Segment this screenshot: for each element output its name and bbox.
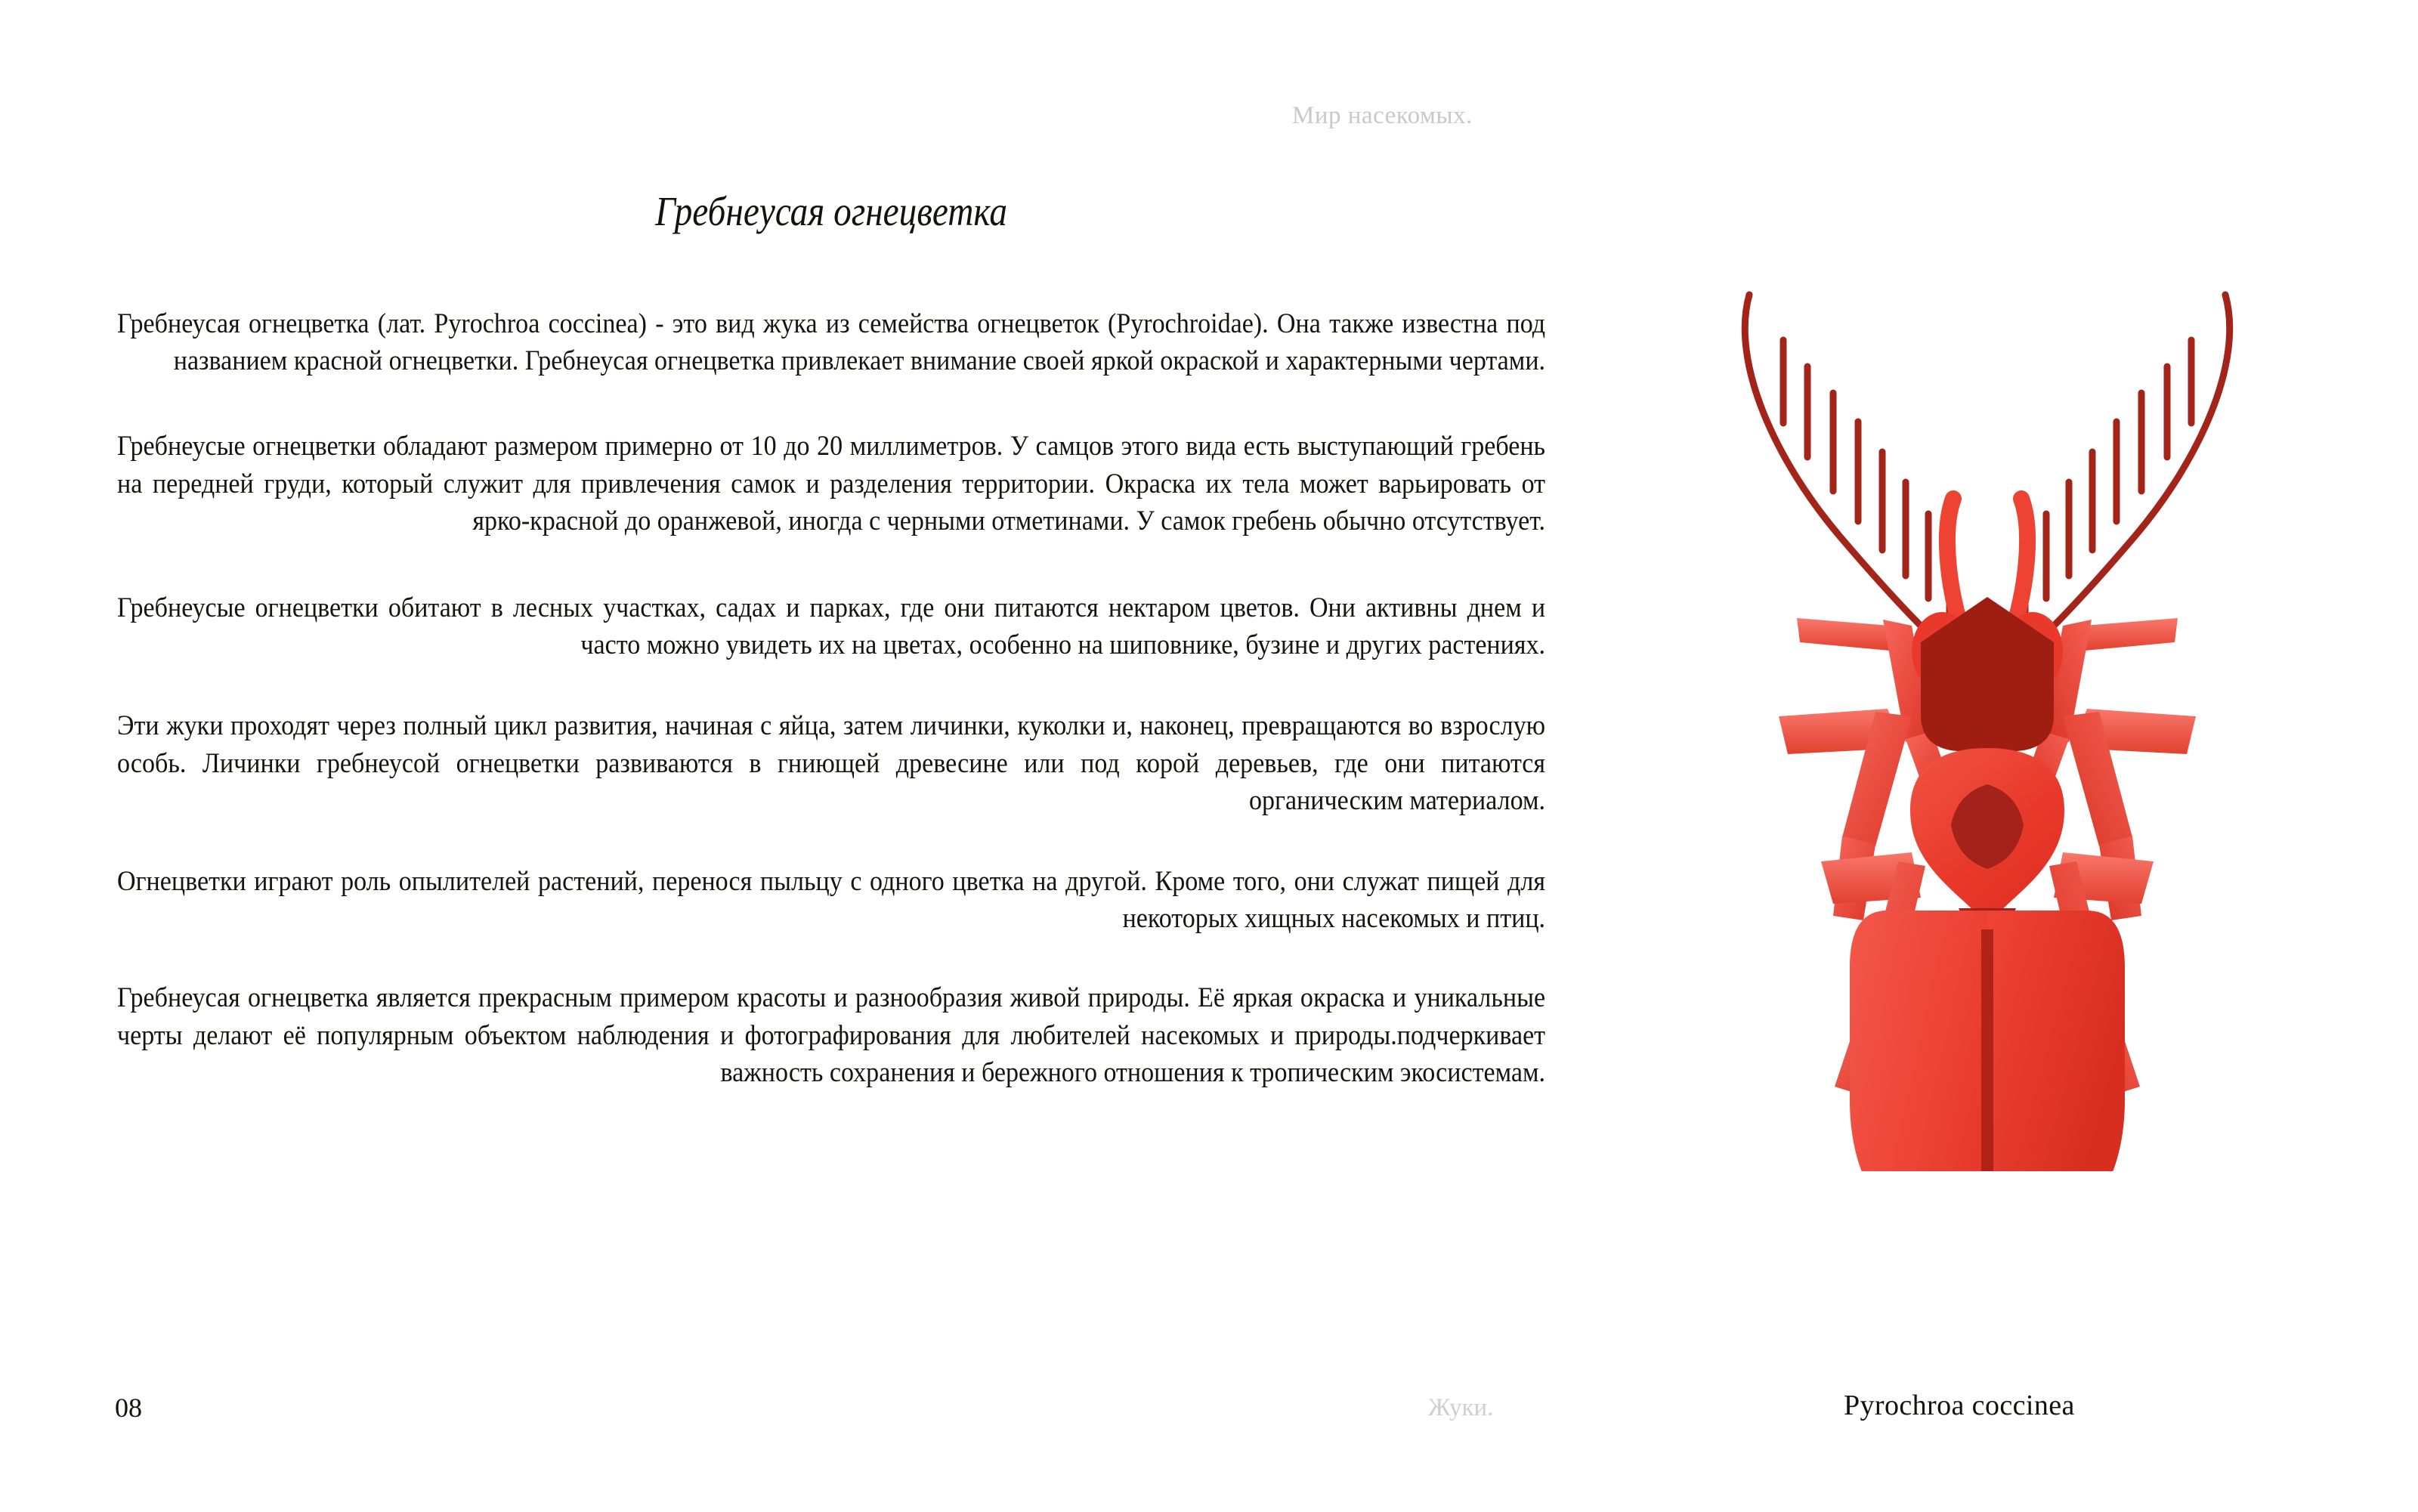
elytra-seam-icon	[1981, 929, 1993, 1171]
header-note: Мир насекомых.	[1292, 102, 1473, 129]
paragraph: Гребнеусые огнецветки обитают в лесных участках, садах и парках, где они питаются нектаром цветов. Они активны днем и часто можно увидеть их на цветах, особенно на шиповнике, бузине и других растениях.	[117, 592, 1546, 661]
paragraph: Гребнеусая огнецветка является прекрасным примером красоты и разнообразия живой природы. Её яркая окраска и уникальные черты делают её популярным объектом наблюдения и фотографирования для любителей насекомых и природы.подчеркивает важность сохранения и бережного отношения к тропическим экосистемам.	[117, 982, 1546, 1088]
elytron-left-icon	[1850, 911, 1987, 1171]
beetle-icon	[1685, 264, 2290, 1171]
paragraph: Эти жуки проходят через полный цикл развития, начиная с яйца, затем личинки, куколки и, наконец, превращаются во взрослую особь. Личинки гребнеусой огнецветки развиваются в гниющей древесине или под корой деревьев, где они питаются органическим материалом.	[117, 710, 1546, 816]
page-number: 08	[115, 1393, 142, 1423]
beetle-illustration	[1685, 264, 2290, 1171]
paragraph: Гребнеусые огнецветки обладают размером примерно от 10 до 20 миллиметров. У самцов этого вида есть выступающий гребень на передней груди, который служит для привлечения самок и разделения территории. Окраска их тела может варьировать от ярко-красной до оранжевой, иногда с черными отметинами. У самок гребень обычно отсутствует.	[117, 431, 1546, 536]
article-body	[117, 305, 1545, 1133]
page-title: Гребнеусая огнецветка	[655, 188, 1007, 234]
paragraph: Огнецветки играют роль опылителей растений, перенося пыльцу с одного цветка на другой. Кроме того, они служат пищей для некоторых хищных насекомых и птиц.	[117, 866, 1546, 935]
footer-category: Жуки.	[1428, 1394, 1494, 1421]
paragraph: Гребнеусая огнецветка (лат. Pyrochroa coccinea) - это вид жука из семейства огнецветок (Pyrochroidae). Она также известна под названием красной огнецветки. Гребнеусая огнецветка привлекает внимание своей яркой окраской и характерными чертами.	[117, 308, 1546, 377]
footer-species-name: Pyrochroa coccinea	[1844, 1390, 2075, 1421]
